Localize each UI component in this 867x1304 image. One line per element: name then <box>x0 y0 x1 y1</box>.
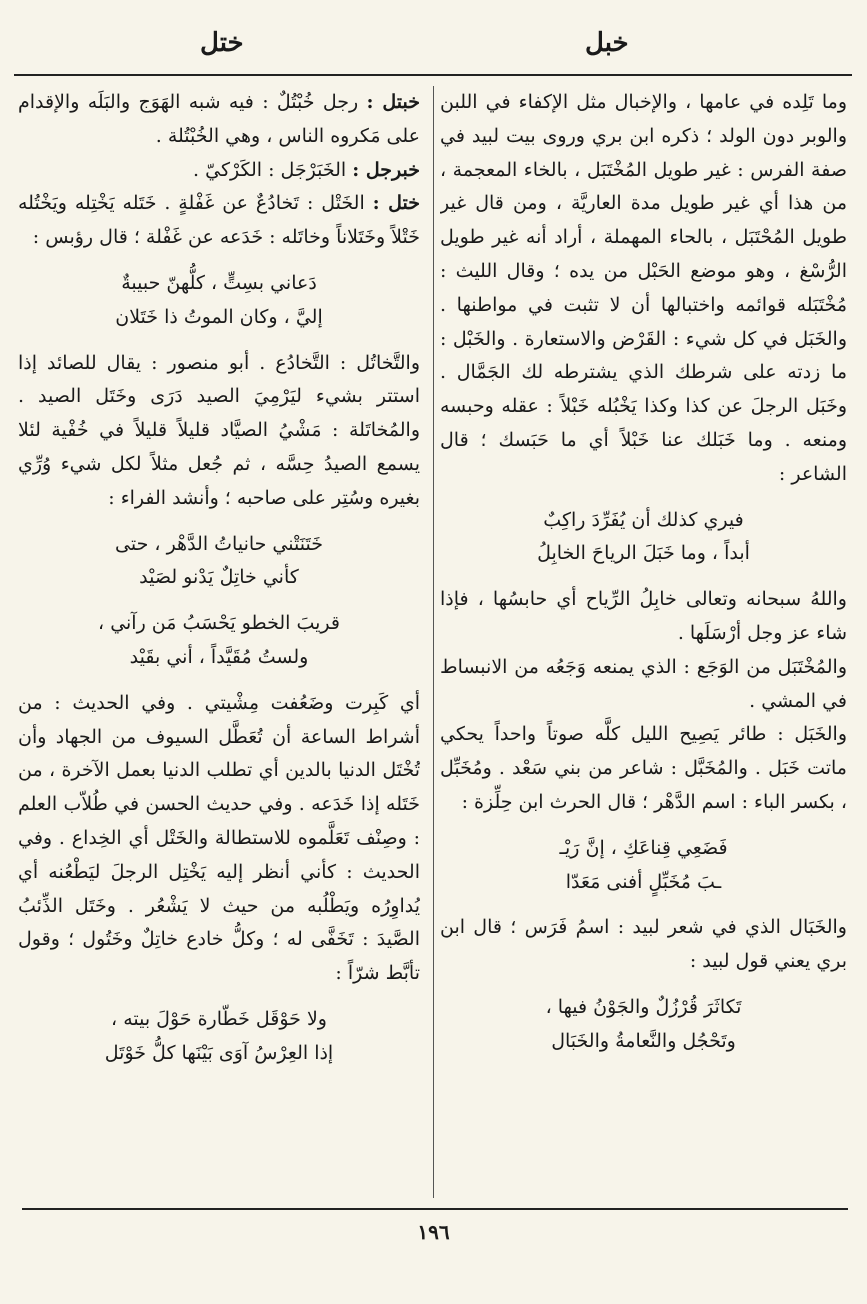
verse-line: خَتَنَتْني حانياتُ الدَّهْر ، حتى <box>115 532 323 555</box>
verse-line: ولستُ مُقَيَّداً ، أني بقَيْد <box>129 645 309 668</box>
verse <box>440 504 847 572</box>
entry-khbrjl <box>18 154 420 188</box>
headword: خبتل : <box>366 91 420 113</box>
left-column <box>18 86 420 1201</box>
verse-line: قريبَ الخطو يَحْسَبُ مَن رآني ، <box>98 612 340 635</box>
verse-line: إذا العِرْسُ آوَى بَيْنَها كلُّ خَوْتَل <box>104 1041 334 1064</box>
page-header <box>0 28 867 68</box>
verse <box>18 1003 420 1071</box>
verse <box>440 991 847 1059</box>
paragraph: وما تَلِده في عامها ، والإخبال مثل الإكفاء في اللبن والوبر دون الولد ؛ ذكره ابن بري وروى بيت لبيد في صفة الفرس : غير طويل المُخْتَبَل ، بالخاء المعجمة ، من هذا أي غير طويل مدة العاريَّة ، ومن قال غير طويل المُحْتَبَل ، بالحاء المهملة ، أراد أنه غير طويل الرُّسْغ ، وهو موضع الحَبْل من يده ؛ وقال الليث : مُخْتَبَله قوائمه واختبالها أن لا تثبت في مواطنها . والخَبَل في كل شيء : القَرْض والاستعارة . والخَبْل : ما زدته على شرطك الذي يشترطه لك الجَمَّال . وخَبَل الرجلَ عن كذا وكذا يَخْبُله خَبْلاً : عقله وحبسه ومنعه . وما خَبَلك عنا خَبْلاً أي ما حَبَسك ؛ قال الشاعر : <box>440 91 847 485</box>
bottom-rule <box>22 1208 848 1210</box>
top-rule <box>14 74 852 76</box>
verse-line: تَكاثَرَ قُرْزُلٌ والجَوْنُ فيها ، <box>545 995 742 1018</box>
verse <box>440 832 847 900</box>
paragraph: أي كَبِرت وضَعُفت مِشْيتي . وفي الحديث : من أشراط الساعة أن تُعَطَّل السيوف من الجهاد وأن تُخْتَل الدنيا بالدين أي تطلب الدنيا بعمل الآخرة ، من خَتَله إذا خَدَعه . وفي حديث الحسن في طُلاّب العلم : وصِنْف تَعَلَّموه للاستطالة والخَتْل أي الخِداع . وفي الحديث : كأني أنظر إليه يَخْتِل الرجلَ ليَطْعُنه أي يُداوِرُه ويَطْلُبه من حيث لا يَشْعُر . وخَتَل الذِّئبُ الصَّيدَ : تَخَفَّى له ؛ وكلُّ خادع خاتِلٌ وخَتُول ؛ وقول تأبَّط شرّاً : <box>18 691 420 985</box>
verse-line: ـبَ مُخَبِّلٍ أفنى مَعَدّا <box>565 870 722 893</box>
verse-line: كأني خاتِلٌ يَدْنو لصَيْد <box>139 566 299 589</box>
verse-line: وتَحْجُل والنَّعامةُ والخَبَال <box>551 1029 736 1052</box>
headword: خبرجل : <box>352 158 420 181</box>
verse-line: فَضَعِي قِناعَكِ ، إنَّ رَيْـ <box>559 836 728 859</box>
verse <box>18 267 420 335</box>
paragraph: واللهُ سبحانه وتعالى خابِلُ الرِّياح أي حابسُها ، فإذا شاء عز وجل أرْسَلَها . <box>440 588 847 644</box>
column-divider <box>433 86 434 1198</box>
entry-body: الخَتْل : تَخادُعٌ عن غَفْلةٍ . خَتَله يَخْتِله ويَخْتُله خَتْلاً وخَتَلاناً وخاتَله : خَدَعه عن غَفْلة ؛ قال رؤبس : <box>18 192 420 249</box>
headword: ختل : <box>372 192 420 215</box>
left-running-head: ختل <box>200 28 244 58</box>
page-number: ١٩٦ <box>417 1220 450 1244</box>
paragraph: والخَبَل : طائر يَصِيح الليل كلَّه صوتاً واحداً يحكي ماتت خَبَل . والمُخَبَّل : شاعر من بني سَعْد . ومُخَبِّل ، بكسر الباء : اسم الدَّهْر ؛ قال الحرث ابن حِلِّزة : <box>440 723 847 813</box>
verse-line: ولا حَوْقَل خَطّارة حَوْلَ بيته ، <box>111 1007 327 1030</box>
right-running-head: خبل <box>585 28 629 58</box>
verse <box>18 528 420 596</box>
entry-khbtl <box>18 86 420 154</box>
verse-line: إليَّ ، وكان الموتُ ذا خَتَلان <box>115 305 323 328</box>
entry-body: الخَبَرْجَل : الكَرْكيّ . <box>193 158 347 181</box>
entry-khtl <box>18 187 420 255</box>
verse-line: أبداً ، وما خَبَلَ الرياحَ الخابِلُ <box>537 542 750 565</box>
verse <box>18 607 420 675</box>
paragraph: والمُخْتَبَل من الوَجَع : الذي يمنعه وَجَعُه من الانبساط في المشي . <box>440 655 847 712</box>
verse-line: دَعاني بسِتٍّ ، كلُّهنّ حبيبةٌ <box>121 271 317 294</box>
verse-line: فيري كذلك أن يُفَرِّدَ راكِبٌ <box>543 508 744 531</box>
paragraph: والخَبَال الذي في شعر لبيد : اسمُ فَرَس ؛ قال ابن بري يعني قول لبيد : <box>440 916 847 973</box>
entry-body: رجل خُبْتُلٌ : فيه شبه الهَوَج والبَلَه والإقدام على مَكروه الناس ، وهي الخُبْتُلة . <box>18 91 420 147</box>
paragraph: والتَّخاتُل : التَّخادُع . أبو منصور : يقال للصائد إذا استتر بشيء ليَرْمِيَ الصيد دَرَى وخَتَل الصيد . والمُخاتَلة : مَشْيُ الصيَّاد قليلاً قليلاً في خُفْية لئلا يسمع الصيدُ حِسَّه ، ثم جُعل مثلاً لكل شيء وُرِّي بغيره وسُتِر على صاحبه ؛ وأنشد الفراء : <box>18 351 420 509</box>
right-column <box>440 86 847 1201</box>
